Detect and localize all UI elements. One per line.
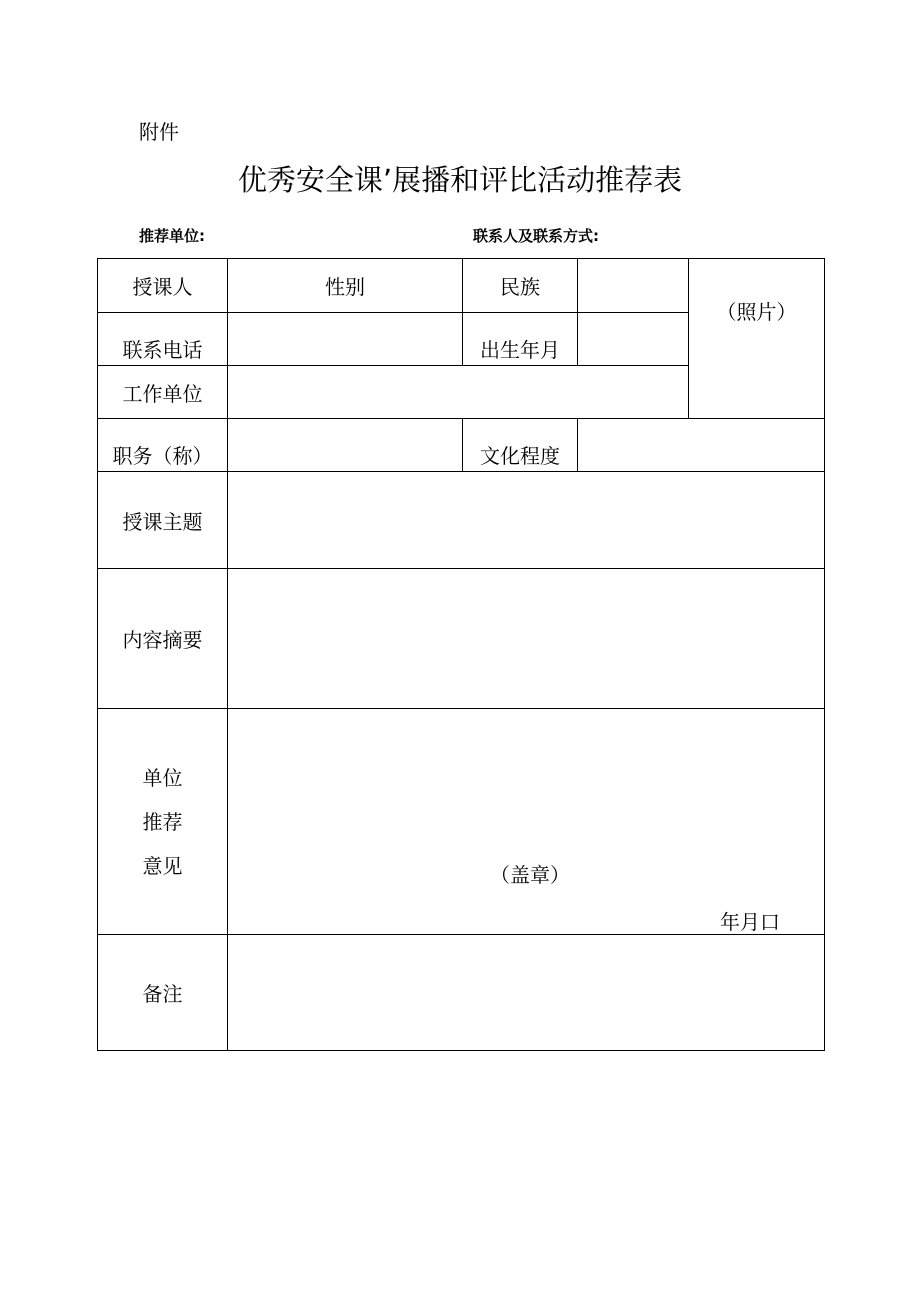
row-topic <box>98 472 825 569</box>
ethnicity-label: 民族 <box>463 259 578 313</box>
recommendation-form-table <box>97 258 825 1051</box>
topic-value-field[interactable] <box>228 472 825 569</box>
seal-label: （盖章） <box>490 863 570 887</box>
instructor-label: 授课人 <box>98 259 228 313</box>
position-label: 职务（称） <box>98 419 228 472</box>
photo-box[interactable] <box>689 259 825 419</box>
opinion-label-line: 意见 <box>142 853 183 878</box>
opinion-label-line: 单位 <box>142 765 183 790</box>
gender-label: 性别 <box>228 259 463 313</box>
summary-label: 内容摘要 <box>98 569 228 709</box>
phone-label: 联系电话 <box>98 313 228 366</box>
photo-label: （照片） <box>716 300 797 324</box>
row-opinion <box>98 709 825 935</box>
topic-label: 授课主题 <box>98 472 228 569</box>
row-summary <box>98 569 825 709</box>
position-value-field[interactable] <box>228 419 463 472</box>
workplace-label: 工作单位 <box>98 366 228 419</box>
remarks-value-field[interactable] <box>228 935 825 1051</box>
form-title: 优秀安全课’展播和评比活动推荐表 <box>237 163 683 197</box>
remarks-label: 备注 <box>98 935 228 1051</box>
row-position <box>98 419 825 472</box>
phone-value-field[interactable] <box>228 313 463 366</box>
contact-label: 联系人及联系方式: <box>473 227 599 245</box>
education-label: 文化程度 <box>463 419 578 472</box>
workplace-value-field[interactable] <box>228 366 689 419</box>
education-value-field[interactable] <box>578 419 825 472</box>
birth-label: 出生年月 <box>463 313 578 366</box>
opinion-value-field[interactable] <box>228 709 825 935</box>
birth-value-field[interactable] <box>578 313 689 366</box>
opinion-label <box>98 709 228 935</box>
ethnicity-value-field[interactable] <box>578 259 689 313</box>
opinion-label-line: 推荐 <box>142 809 183 834</box>
attachment-label: 附件 <box>139 120 179 144</box>
date-label: 年月口 <box>720 910 780 934</box>
row-remarks <box>98 935 825 1051</box>
row-instructor <box>98 259 825 313</box>
summary-value-field[interactable] <box>228 569 825 709</box>
recommending-unit-label: 推荐单位: <box>139 227 205 245</box>
